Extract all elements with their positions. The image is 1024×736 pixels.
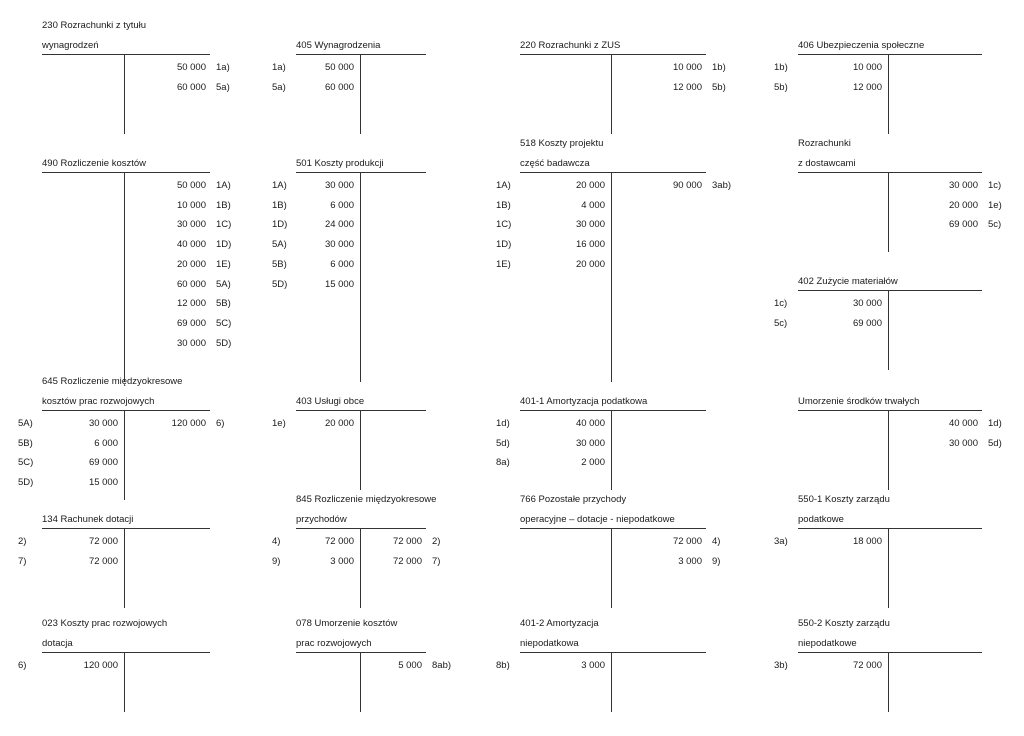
credit-amount: 72 000 bbox=[672, 536, 702, 547]
account-title: Umorzenie środków trwałych bbox=[798, 396, 920, 407]
debit-amount: 72 000 bbox=[324, 536, 354, 547]
account-divider-line bbox=[124, 652, 125, 712]
account-divider-line bbox=[888, 528, 889, 608]
credit-amount: 69 000 bbox=[948, 219, 978, 231]
account-title: 023 Koszty prac rozwojowych bbox=[42, 618, 168, 629]
account-title: 134 Rachunek dotacji bbox=[42, 514, 134, 525]
account-top-line bbox=[520, 172, 706, 173]
credit-amount: 50 000 bbox=[176, 180, 206, 191]
account-title: 518 Koszty projektu bbox=[520, 138, 604, 149]
debit-ref: 1e) bbox=[272, 418, 286, 429]
account-top-line bbox=[296, 528, 426, 529]
account-divider-line bbox=[611, 652, 612, 712]
debit-ref: 1D) bbox=[496, 239, 512, 251]
account-title: 550-2 Koszty zarządu bbox=[798, 618, 890, 629]
account-top-line bbox=[42, 54, 210, 55]
debit-amount: 60 000 bbox=[324, 81, 354, 93]
debit-amount: 120 000 bbox=[83, 660, 118, 671]
debit-amount: 6 000 bbox=[330, 199, 354, 211]
account-title: 078 Umorzenie kosztów bbox=[296, 618, 398, 629]
debit-ref: 5A) bbox=[272, 239, 287, 251]
credit-ref: 1D) bbox=[216, 239, 232, 251]
account-top-line bbox=[520, 410, 706, 411]
debit-amount: 50 000 bbox=[324, 62, 354, 73]
debit-amount: 20 000 bbox=[575, 180, 605, 191]
account-top-line bbox=[42, 652, 210, 653]
account-title: niepodatkowa bbox=[520, 638, 579, 649]
credit-amount: 10 000 bbox=[672, 62, 702, 73]
account-divider-line bbox=[124, 528, 125, 608]
debit-ref: 5d) bbox=[496, 437, 510, 449]
credit-amount: 72 000 bbox=[392, 555, 422, 567]
debit-amount: 2 000 bbox=[581, 457, 605, 469]
credit-ref: 1e) bbox=[988, 199, 1002, 211]
account-title: 845 Rozliczenie międzyokresowe bbox=[296, 494, 437, 505]
debit-ref: 5B) bbox=[272, 258, 287, 270]
debit-ref: 1D) bbox=[272, 219, 288, 231]
credit-amount: 5 000 bbox=[398, 660, 422, 671]
debit-ref: 2) bbox=[18, 536, 27, 547]
account-top-line bbox=[296, 172, 426, 173]
account-divider-line bbox=[360, 54, 361, 134]
credit-ref: 5c) bbox=[988, 219, 1002, 231]
account-title: niepodatkowe bbox=[798, 638, 857, 649]
credit-amount: 10 000 bbox=[176, 199, 206, 211]
account-top-line bbox=[798, 410, 982, 411]
debit-amount: 24 000 bbox=[324, 219, 354, 231]
account-top-line bbox=[798, 54, 982, 55]
credit-ref: 1d) bbox=[988, 418, 1002, 429]
debit-amount: 72 000 bbox=[852, 660, 882, 671]
account-title: 230 Rozrachunki z tytułu bbox=[42, 20, 147, 31]
credit-ref: 4) bbox=[712, 536, 721, 547]
debit-ref: 1B) bbox=[496, 199, 511, 211]
account-divider-line bbox=[611, 410, 612, 490]
credit-amount: 40 000 bbox=[176, 239, 206, 251]
account-top-line bbox=[798, 652, 982, 653]
credit-ref: 1E) bbox=[216, 258, 231, 270]
credit-ref: 1A) bbox=[216, 180, 231, 191]
account-title: 220 Rozrachunki z ZUS bbox=[520, 40, 621, 51]
debit-amount: 3 000 bbox=[330, 555, 354, 567]
debit-ref: 5A) bbox=[18, 418, 33, 429]
account-divider-line bbox=[888, 652, 889, 712]
account-divider-line bbox=[888, 290, 889, 370]
debit-amount: 30 000 bbox=[575, 219, 605, 231]
account-title: 402 Zużycie materiałów bbox=[798, 276, 898, 287]
debit-amount: 15 000 bbox=[88, 477, 118, 489]
account-title: podatkowe bbox=[798, 514, 844, 525]
credit-amount: 30 000 bbox=[948, 180, 978, 191]
debit-amount: 12 000 bbox=[852, 81, 882, 93]
debit-amount: 15 000 bbox=[324, 278, 354, 290]
account-title: 501 Koszty produkcji bbox=[296, 158, 384, 169]
account-top-line bbox=[798, 172, 982, 173]
debit-ref: 9) bbox=[272, 555, 281, 567]
debit-amount: 10 000 bbox=[852, 62, 882, 73]
debit-amount: 30 000 bbox=[324, 239, 354, 251]
debit-ref: 1c) bbox=[774, 298, 788, 309]
credit-amount: 40 000 bbox=[948, 418, 978, 429]
credit-amount: 30 000 bbox=[176, 219, 206, 231]
debit-ref: 1b) bbox=[774, 62, 788, 73]
credit-amount: 3 000 bbox=[678, 555, 702, 567]
debit-ref: 3a) bbox=[774, 536, 788, 547]
credit-ref: 1a) bbox=[216, 62, 230, 73]
debit-ref: 5D) bbox=[18, 477, 34, 489]
credit-amount: 30 000 bbox=[948, 437, 978, 449]
credit-ref: 3ab) bbox=[712, 180, 732, 191]
debit-ref: 6) bbox=[18, 660, 27, 671]
account-title: 550-1 Koszty zarządu bbox=[798, 494, 890, 505]
debit-amount: 30 000 bbox=[88, 418, 118, 429]
debit-ref: 1C) bbox=[496, 219, 512, 231]
debit-amount: 30 000 bbox=[324, 180, 354, 191]
credit-amount: 60 000 bbox=[176, 278, 206, 290]
credit-ref: 5D) bbox=[216, 337, 232, 349]
debit-amount: 69 000 bbox=[852, 317, 882, 329]
account-title: Rozrachunki bbox=[798, 138, 851, 149]
credit-amount: 20 000 bbox=[176, 258, 206, 270]
credit-ref: 1c) bbox=[988, 180, 1002, 191]
credit-amount: 69 000 bbox=[176, 317, 206, 329]
debit-ref: 1a) bbox=[272, 62, 286, 73]
account-title: część badawcza bbox=[520, 158, 590, 169]
debit-amount: 20 000 bbox=[324, 418, 354, 429]
debit-ref: 3b) bbox=[774, 660, 788, 671]
account-top-line bbox=[520, 54, 706, 55]
account-divider-line bbox=[888, 54, 889, 134]
credit-amount: 50 000 bbox=[176, 62, 206, 73]
credit-ref: 1B) bbox=[216, 199, 231, 211]
account-title: 490 Rozliczenie kosztów bbox=[42, 158, 147, 169]
credit-ref: 1b) bbox=[712, 62, 726, 73]
account-top-line bbox=[798, 290, 982, 291]
debit-amount: 30 000 bbox=[852, 298, 882, 309]
debit-amount: 18 000 bbox=[852, 536, 882, 547]
debit-ref: 1A) bbox=[272, 180, 287, 191]
account-top-line bbox=[520, 652, 706, 653]
debit-amount: 20 000 bbox=[575, 258, 605, 270]
debit-amount: 4 000 bbox=[581, 199, 605, 211]
account-title: operacyjne – dotacje - niepodatkowe bbox=[520, 514, 675, 525]
account-divider-line bbox=[360, 172, 361, 382]
debit-amount: 6 000 bbox=[330, 258, 354, 270]
debit-ref: 1B) bbox=[272, 199, 287, 211]
credit-amount: 120 000 bbox=[171, 418, 206, 429]
credit-ref: 5A) bbox=[216, 278, 231, 290]
credit-amount: 12 000 bbox=[176, 298, 206, 310]
account-top-line bbox=[798, 528, 982, 529]
credit-ref: 2) bbox=[432, 536, 441, 547]
debit-amount: 6 000 bbox=[94, 437, 118, 449]
account-top-line bbox=[296, 410, 426, 411]
debit-ref: 1d) bbox=[496, 418, 510, 429]
account-title: 405 Wynagrodzenia bbox=[296, 40, 381, 51]
credit-ref: 1C) bbox=[216, 219, 232, 231]
debit-amount: 40 000 bbox=[575, 418, 605, 429]
debit-ref: 8b) bbox=[496, 660, 510, 671]
account-title: wynagrodzeń bbox=[42, 40, 99, 51]
debit-ref: 1A) bbox=[496, 180, 511, 191]
credit-ref: 6) bbox=[216, 418, 225, 429]
account-top-line bbox=[520, 528, 706, 529]
debit-ref: 5b) bbox=[774, 81, 788, 93]
credit-ref: 5a) bbox=[216, 81, 230, 93]
account-top-line bbox=[296, 652, 426, 653]
credit-ref: 5B) bbox=[216, 298, 231, 310]
credit-ref: 8ab) bbox=[432, 660, 452, 671]
debit-ref: 5c) bbox=[774, 317, 788, 329]
debit-ref: 5D) bbox=[272, 278, 288, 290]
credit-ref: 5C) bbox=[216, 317, 232, 329]
credit-ref: 5b) bbox=[712, 81, 726, 93]
account-title: dotacja bbox=[42, 638, 73, 649]
credit-amount: 12 000 bbox=[672, 81, 702, 93]
account-title: 403 Usługi obce bbox=[296, 396, 365, 407]
account-title: 401-1 Amortyzacja podatkowa bbox=[520, 396, 648, 407]
debit-ref: 8a) bbox=[496, 457, 510, 469]
account-top-line bbox=[296, 54, 426, 55]
debit-ref: 4) bbox=[272, 536, 281, 547]
credit-amount: 30 000 bbox=[176, 337, 206, 349]
debit-ref: 5C) bbox=[18, 457, 34, 469]
credit-ref: 7) bbox=[432, 555, 441, 567]
credit-ref: 9) bbox=[712, 555, 721, 567]
credit-amount: 90 000 bbox=[672, 180, 702, 191]
debit-amount: 69 000 bbox=[88, 457, 118, 469]
credit-ref: 5d) bbox=[988, 437, 1002, 449]
credit-amount: 20 000 bbox=[948, 199, 978, 211]
account-title: z dostawcami bbox=[798, 158, 856, 169]
debit-amount: 72 000 bbox=[88, 555, 118, 567]
debit-ref: 5B) bbox=[18, 437, 33, 449]
account-divider-line bbox=[360, 410, 361, 490]
account-title: 766 Pozostałe przychody bbox=[520, 494, 627, 505]
debit-amount: 16 000 bbox=[575, 239, 605, 251]
account-title: 401-2 Amortyzacja bbox=[520, 618, 599, 629]
debit-ref: 7) bbox=[18, 555, 27, 567]
account-title: prac rozwojowych bbox=[296, 638, 372, 649]
account-divider-line bbox=[611, 172, 612, 382]
credit-amount: 72 000 bbox=[392, 536, 422, 547]
account-top-line bbox=[42, 528, 210, 529]
debit-amount: 72 000 bbox=[88, 536, 118, 547]
account-title: 645 Rozliczenie międzyokresowe bbox=[42, 376, 183, 387]
debit-amount: 30 000 bbox=[575, 437, 605, 449]
account-title: przychodów bbox=[296, 514, 347, 525]
debit-amount: 3 000 bbox=[581, 660, 605, 671]
debit-ref: 5a) bbox=[272, 81, 286, 93]
credit-amount: 60 000 bbox=[176, 81, 206, 93]
account-title: 406 Ubezpieczenia społeczne bbox=[798, 40, 925, 51]
account-top-line bbox=[42, 172, 210, 173]
account-top-line bbox=[42, 410, 210, 411]
debit-ref: 1E) bbox=[496, 258, 511, 270]
account-title: kosztów prac rozwojowych bbox=[42, 396, 155, 407]
